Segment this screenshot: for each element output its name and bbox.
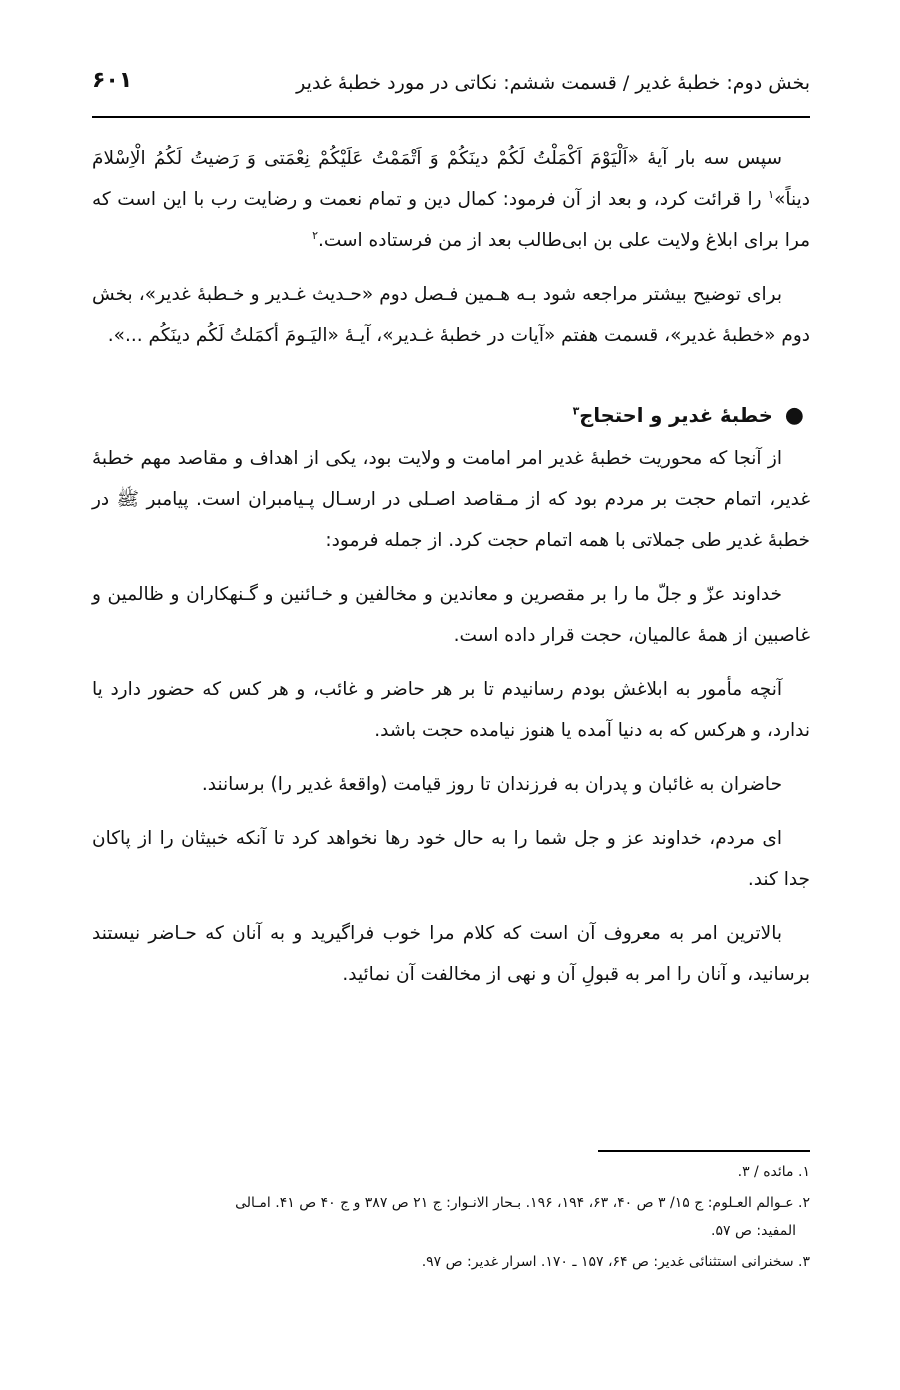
heading-text: خطبهٔ غدیر و احتجاج [579,404,773,427]
footnote-rule [598,1150,810,1152]
paragraph [92,138,810,261]
paragraph: خداوند عزّ و جلّ ما را بر مقصرین و معاندین و مخالفین و خـائنین و گـنهکاران و ظالمین و غاصبین از همهٔ عالمیان، حجت قرار داده است. [92,584,810,646]
running-header [92,66,810,116]
footnote: ۳. سخنرانی استثنائی غدیر: ص ۶۴، ۱۵۷ ـ ۱۷۰. اسرار غدیر: ص ۹۷. [421,1254,810,1270]
footnotes [92,1158,810,1279]
spacer [92,356,810,396]
footnote-text: المفید: ص ۵۷. [711,1223,796,1239]
paragraph-text: سپس سه بار آیهٔ «اَلْیَوْمَ اَکْمَلْتُ لَکُمْ دینَکُمْ وَ اَتْمَمْتُ عَلَیْکُمْ نِعْمَتی وَ رَضیتُ لَکُمُ الْاِسْلامَ دیناً» [92,148,810,210]
paragraph: بالاترین امر به معروف آن است که کلام مرا خوب فراگیرید و به آنان که حـاضر نیستند برسانید، و آنان را امر به قبولِ آن و نهی از مخالفت آن نمائید. [92,923,810,985]
footnote [92,1189,810,1245]
bullet-icon: ● [784,403,804,428]
paragraph: آنچه مأمور به ابلاغش بودم رسانیدم تا بر هر حاضر و غائب، و هر کس که حضور دارد یا ندارد، و هرکس که به دنیا آمده یا هنوز نیامده حجت باشد. [92,679,810,741]
running-title: بخش دوم: خطبهٔ غدیر / قسمت ششم: نکاتی در مورد خطبهٔ غدیر [296,72,810,94]
page-number: ۶۰۱ [92,68,133,93]
footnote: ۱. مائده / ۳. [737,1164,810,1180]
main-text [92,138,810,995]
paragraph: از آنجا که محوریت خطبهٔ غدیر امر امامت و ولایت بود، یکی از اهداف و مقاصد مهم خطبهٔ غدیر، اتمام حجت بر مردم بود که از مـقاصد اصـلی در ارسـال پـیامبران است. پیامبر ﷺ در خطبهٔ غدیر طی جملاتی با همه اتمام حجت کرد. از جمله فرمود: [92,448,810,551]
footnote-ref: ۱ [768,187,775,201]
paragraph: ای مردم، خداوند عز و جل شما را به حال خود رها نخواهد کرد تا آنکه خبیثان را از پاکان جدا کند. [92,828,810,890]
paragraph: حاضران به غائبان و پدران به فرزندان تا روز قیامت (واقعهٔ غدیر را) برسانند. [201,774,782,795]
section-heading [92,396,810,436]
footnote-text: ۲. عـوالم العـلوم: ج ۱۵/ ۳ ص ۴۰، ۶۳، ۱۹۴، ۱۹۶. بـحار الانـوار: ج ۲۱ ص ۳۸۷ و ج ۴۰ ص ۴۱. امـالی [235,1195,810,1211]
header-rule [92,116,810,118]
footnote-ref: ۲ [312,228,318,242]
footnote-ref: ۳ [572,404,580,418]
paragraph-text: را قرائت کرد، و بعد از آن فرمود: کمال دین و تمام نعمت و رضایت رب با این است که مرا برای ابلاغ ولایت علی بن ابی‌طالب بعد از من فرستاده است. [92,189,810,251]
paragraph: برای توضیح بیشتر مراجعه شود بـه هـمین فـصل دوم «حـدیث غـدیر و خـطبهٔ غدیر»، بخش دوم «خطبهٔ غدیر»، قسمت هفتم «آیات در خطبهٔ غـدیر»، آیـهٔ «الیَـومَ أکمَلتُ لَکُم دینَکُم ...». [92,284,810,346]
